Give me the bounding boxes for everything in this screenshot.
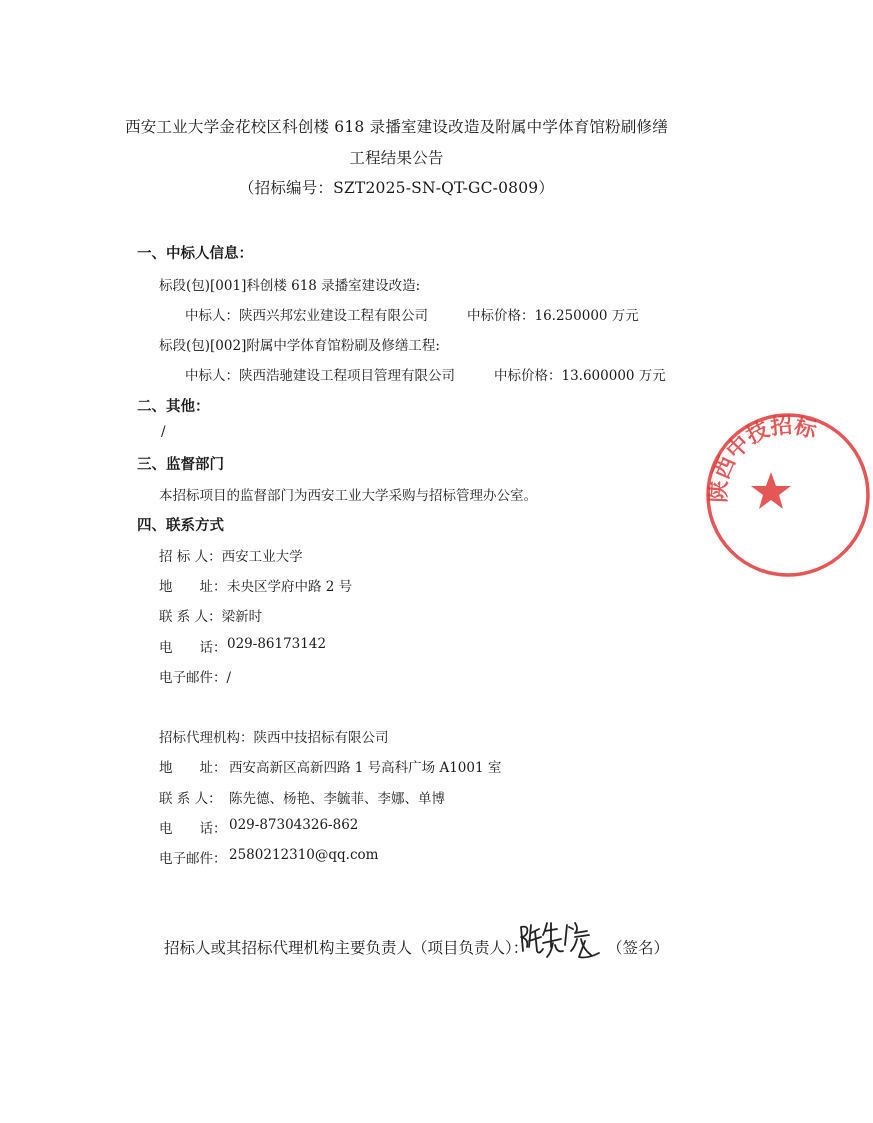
document-title-line2: 工程结果公告 — [349, 149, 444, 167]
section1-heading: 一、中标人信息： — [137, 246, 253, 262]
section2-content: / — [161, 424, 166, 440]
tenderer-phone-label: 电 话： — [159, 640, 227, 656]
handwritten-signature — [517, 917, 605, 965]
agency-name: 招标代理机构：陕西中技招标有限公司 — [159, 730, 389, 746]
tender-number: （招标编号：SZT2025-SN-QT-GC-0809） — [238, 179, 555, 197]
tenderer-phone: 029-86173142 — [227, 636, 327, 652]
tenderer-address: 未央区学府中路 2 号 — [227, 579, 353, 595]
tenderer-address-label: 地 址： — [159, 579, 227, 595]
tenderer-email: 电子邮件：/ — [159, 670, 232, 686]
svg-text:陕西中技招标: 陕西中技招标 — [705, 412, 820, 504]
section2-heading: 二、其他： — [137, 399, 210, 415]
lot2-title: 标段(包)[002]附属中学体育馆粉刷及修缮工程: — [159, 338, 440, 354]
signature-suffix: （签名） — [607, 939, 670, 957]
lot2-price: 中标价格：13.600000 万元 — [494, 368, 666, 384]
section3-heading: 三、监督部门 — [137, 457, 224, 473]
tenderer-contact: 联 系 人：梁新时 — [159, 609, 263, 625]
lot2-winner: 中标人：陕西浩驰建设工程项目管理有限公司 — [185, 368, 455, 384]
company-seal — [703, 410, 873, 580]
signature-prefix: 招标人或其招标代理机构主要负责人（项目负责人）： — [164, 939, 529, 957]
lot1-winner: 中标人：陕西兴邦宏业建设工程有限公司 — [185, 308, 428, 324]
lot1-price: 中标价格：16.250000 万元 — [467, 308, 639, 324]
agency-phone: 029-87304326-862 — [229, 817, 359, 833]
tenderer: 招 标 人：西安工业大学 — [159, 549, 303, 565]
section3-content: 本招标项目的监督部门为西安工业大学采购与招标管理办公室。 — [159, 488, 537, 504]
document-title-line1: 西安工业大学金花校区科创楼 618 录播室建设改造及附属中学体育馆粉刷修缮 — [125, 118, 668, 136]
agency-contact-label: 联 系 人： — [159, 791, 222, 807]
agency-phone-label: 电 话： — [159, 821, 227, 837]
agency-email: 2580212310@qq.com — [229, 847, 379, 863]
agency-contact: 陈先德、杨艳、李毓菲、李娜、单博 — [229, 791, 445, 807]
section4-heading: 四、联系方式 — [137, 518, 224, 534]
agency-address: 西安高新区高新四路 1 号高科广场 A1001 室 — [229, 760, 502, 776]
agency-address-label: 地 址： — [159, 760, 227, 776]
agency-email-label: 电子邮件： — [159, 851, 227, 867]
lot1-title: 标段(包)[001]科创楼 618 录播室建设改造: — [159, 278, 421, 294]
